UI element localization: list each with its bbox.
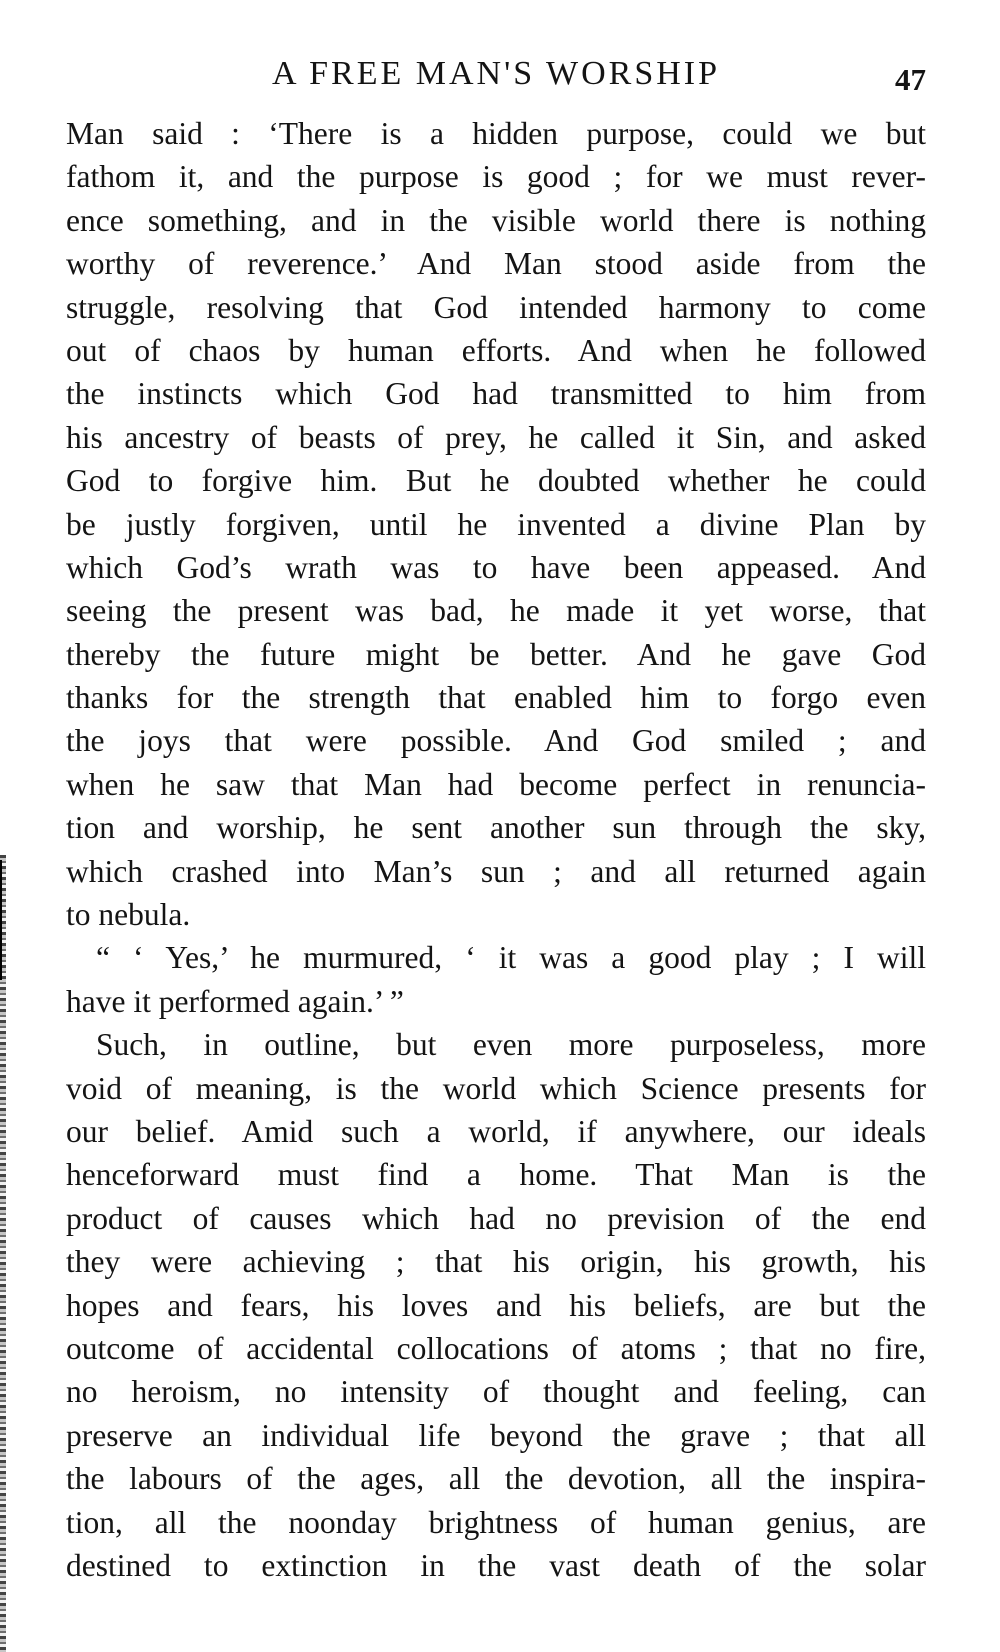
text-line: the instincts which God had transmitted to him from <box>66 376 926 412</box>
text-line: “ ‘ Yes,’ he murmured, ‘ it was a good play ; I will <box>96 940 926 976</box>
page-header <box>66 54 926 104</box>
text-line: outcome of accidental collocations of atoms ; that no fire, <box>66 1330 926 1366</box>
text-line: fathom it, and the purpose is good ; for we must rever- <box>66 159 926 195</box>
text-line: be justly forgiven, until he invented a divine Plan by <box>66 506 926 542</box>
text-line: his ancestry of beasts of prey, he called it Sin, and asked <box>66 419 926 455</box>
body-text <box>66 112 926 1587</box>
text-line: tion and worship, he sent another sun through the sky, <box>66 810 926 846</box>
text-line: thereby the future might be better. And he gave God <box>66 636 926 672</box>
text-line: Man said : ‘There is a hidden purpose, could we but <box>66 116 926 151</box>
text-line: seeing the present was bad, he made it yet worse, that <box>66 593 926 629</box>
text-line: void of meaning, is the world which Science presents for <box>66 1070 926 1106</box>
text-line: hopes and fears, his loves and his beliefs, are but the <box>66 1287 926 1323</box>
text-line: tion, all the noonday brightness of human genius, are <box>66 1504 926 1540</box>
text-line: to nebula. <box>66 897 191 933</box>
text-line: the joys that were possible. And God smiled ; and <box>66 723 926 759</box>
text-line: Such, in outline, but even more purposeless, more <box>96 1027 926 1063</box>
page-number: 47 <box>895 62 926 97</box>
text-line: they were achieving ; that his origin, his growth, his <box>66 1244 926 1280</box>
text-line: our belief. Amid such a world, if anywhere, our ideals <box>66 1113 926 1149</box>
text-line: preserve an individual life beyond the grave ; that all <box>66 1417 926 1453</box>
text-line: worthy of reverence.’ And Man stood aside from the <box>66 246 926 282</box>
text-line: when he saw that Man had become perfect in renuncia- <box>66 766 926 802</box>
text-line: ence something, and in the visible world there is nothing <box>66 202 926 238</box>
text-line: destined to extinction in the vast death of the solar <box>66 1547 926 1583</box>
text-line: which crashed into Man’s sun ; and all returned again <box>66 853 926 889</box>
text-line: the labours of the ages, all the devotion, all the inspira- <box>66 1461 926 1497</box>
text-line: which God’s wrath was to have been appeased. And <box>66 549 926 585</box>
text-line: thanks for the strength that enabled him to forgo even <box>66 680 926 716</box>
running-title: A FREE MAN'S WORSHIP <box>271 55 721 92</box>
text-line: out of chaos by human efforts. And when he followed <box>66 332 926 368</box>
binding-edge-line <box>0 860 2 980</box>
text-line: have it performed again.’ ” <box>66 983 404 1019</box>
text-line: product of causes which had no prevision of the end <box>66 1200 926 1236</box>
text-line: no heroism, no intensity of thought and feeling, can <box>66 1374 926 1410</box>
text-line: henceforward must find a home. That Man is the <box>66 1157 926 1193</box>
text-line: struggle, resolving that God intended harmony to come <box>66 289 926 325</box>
text-line: God to forgive him. But he doubted whether he could <box>66 463 926 499</box>
